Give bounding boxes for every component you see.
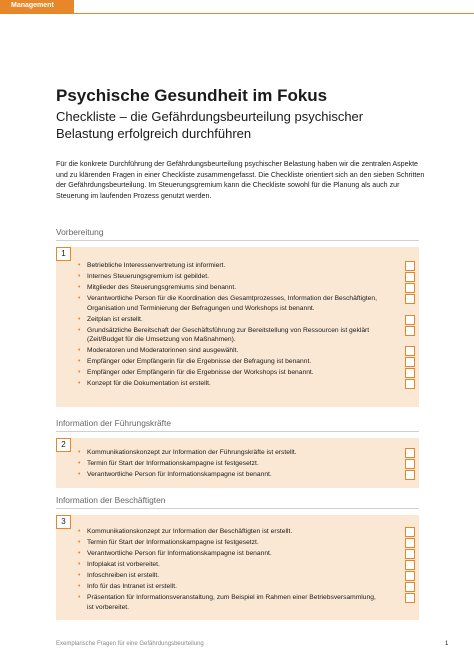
checklist-items — [78, 448, 378, 481]
checklist-item — [78, 582, 378, 592]
checkbox[interactable] — [405, 593, 415, 603]
bullet-icon: • — [78, 459, 81, 467]
checklist-item-text: Empfänger oder Empfängerin für die Ergebnisse der Workshops ist benannt. — [87, 369, 314, 377]
bullet-icon: • — [78, 358, 81, 366]
section-heading-fuehrungskraefte: Information der Führungskräfte — [56, 418, 171, 428]
checklist-item-text: Betriebliche Interessenvertretung ist informiert. — [87, 262, 226, 269]
checklist-item — [78, 448, 378, 458]
checklist-item — [78, 357, 378, 367]
bullet-icon: • — [78, 560, 81, 568]
checklist-item — [78, 261, 378, 271]
checkbox[interactable] — [405, 549, 415, 559]
step-number: 3 — [56, 515, 71, 529]
checklist-box-3 — [56, 515, 419, 620]
checklist-item-text: Info für das Intranet ist erstellt. — [87, 582, 177, 590]
checkbox[interactable] — [405, 294, 415, 304]
checklist-item — [78, 459, 378, 469]
checklist-item-text: Kommunikationskonzept zur Information der Führungskräfte ist erstellt. — [87, 449, 297, 456]
checklist-item-text: Verantwortliche Person für Informationskampagne ist benannt. — [87, 470, 272, 478]
checklist-box-2 — [56, 438, 419, 488]
intro-paragraph: Für die konkrete Durchführung der Gefährdungsbeurteilung psychischer Belastung haben wir die zentralen Aspekte und zu klärenden Fragen in einer Checkliste zusammengefasst. Die Checkliste orientiert sich an den sieben Schritten der Gefährdungsbeurteilung. Im Steuerungsgremium kann die Checkliste sowohl für die Planung als auch zur Steuerung im laufenden Prozess genutzt werden. — [56, 160, 425, 200]
checklist-item-text: Konzept für die Dokumentation ist erstellt. — [87, 380, 211, 388]
checklist-item-text: Kommunikationskonzept zur Information der Beschäftigten ist erstellt. — [87, 528, 293, 535]
checklist-item-text: Infoschreiben ist erstellt. — [87, 571, 160, 579]
section-divider — [56, 240, 419, 241]
checklist-item — [78, 538, 378, 548]
section-divider — [56, 431, 419, 432]
bullet-icon: • — [78, 294, 81, 302]
bullet-icon: • — [78, 528, 81, 535]
checkbox[interactable] — [405, 315, 415, 325]
checklist-item — [78, 272, 378, 282]
section-heading-vorbereitung: Vorbereitung — [56, 227, 104, 237]
checklist-item-text: Präsentation für Informationsveranstaltung, zum Beispiel im Rahmen einer Betriebsversammlung, ist vorbereitet. — [87, 593, 376, 611]
checklist-item — [78, 294, 378, 313]
checklist-item-text: Grundsätzliche Bereitschaft der Geschäftsführung zur Bereitstellung von Ressourcen ist geklärt (Zeit/Budget für die Umsetzung von Maßnahmen). — [87, 326, 370, 344]
checklist-item — [78, 346, 378, 356]
checkbox[interactable] — [405, 560, 415, 570]
checklist-item — [78, 527, 378, 537]
category-tab — [0, 0, 74, 14]
checkbox[interactable] — [405, 470, 415, 480]
checklist-item — [78, 326, 378, 345]
header-rule — [74, 13, 474, 14]
checkbox[interactable] — [405, 527, 415, 537]
page-number: 1 — [445, 641, 449, 647]
checklist-item — [78, 368, 378, 378]
checklist-item — [78, 593, 378, 612]
bullet-icon: • — [78, 470, 81, 478]
bullet-icon: • — [78, 369, 81, 377]
bullet-icon: • — [78, 549, 81, 557]
bullet-icon: • — [78, 272, 81, 280]
checklist-item — [78, 549, 378, 559]
checklist-item-text: Zeitplan ist erstellt. — [87, 315, 143, 323]
bullet-icon: • — [78, 449, 81, 456]
bullet-icon: • — [78, 262, 81, 269]
checklist-item-text: Internes Steuerungsgremium ist gebildet. — [87, 272, 209, 280]
bullet-icon: • — [78, 380, 81, 388]
bullet-icon: • — [78, 315, 81, 323]
checkbox[interactable] — [405, 326, 415, 336]
checklist-item-text: Moderatoren und Moderatorinnen sind ausgewählt. — [87, 347, 239, 355]
checklist-item-text: Infoplakat ist vorbereitet. — [87, 560, 160, 568]
checklist-item — [78, 283, 378, 293]
checklist-item — [78, 560, 378, 570]
bullet-icon: • — [78, 347, 81, 355]
checklist-item — [78, 571, 378, 581]
checklist-items — [78, 261, 378, 390]
checkbox[interactable] — [405, 448, 415, 458]
checklist-item-text: Verantwortliche Person für Informationskampagne ist benannt. — [87, 549, 272, 557]
checklist-item — [78, 315, 378, 325]
checkbox[interactable] — [405, 346, 415, 356]
checklist-box-1 — [56, 247, 419, 407]
page-subtitle: Checkliste – die Gefährdungsbeurteilung psychischer Belastung erfolgreich durchführen — [56, 109, 364, 141]
page-title: Psychische Gesundheit im Fokus — [56, 86, 328, 105]
step-number: 2 — [56, 438, 71, 452]
checklist-item-text: Empfänger oder Empfängerin für die Ergebnisse der Befragung ist benannt. — [87, 358, 312, 366]
section-heading-beschaeftigte: Information der Beschäftigten — [56, 495, 166, 505]
checkbox[interactable] — [405, 571, 415, 581]
checklist-item-text: Mitglieder des Steuerungsgremiums sind benannt. — [87, 283, 237, 291]
bullet-icon: • — [78, 326, 81, 334]
checklist-item-text: Termin für Start der Informationskampagne ist festgesetzt. — [87, 459, 259, 467]
checkbox[interactable] — [405, 272, 415, 282]
checkbox[interactable] — [405, 283, 415, 293]
section-divider — [56, 508, 419, 509]
bullet-icon: • — [78, 283, 81, 291]
checkbox[interactable] — [405, 357, 415, 367]
bullet-icon: • — [78, 538, 81, 546]
checklist-item — [78, 379, 378, 389]
checkbox[interactable] — [405, 459, 415, 469]
step-number: 1 — [56, 247, 71, 261]
checklist-items — [78, 527, 378, 613]
checklist-item — [78, 470, 378, 480]
checkbox[interactable] — [405, 261, 415, 271]
checkbox[interactable] — [405, 368, 415, 378]
checklist-item-text: Termin für Start der Informationskampagne ist festgesetzt. — [87, 538, 259, 546]
checklist-item-text: Verantwortliche Person für die Koordination des Gesamtprozesses, Information der Beschäftigten, Organisation und Terminierung der Befragungen und Workshops ist benannt. — [87, 294, 377, 312]
bullet-icon: • — [78, 593, 81, 601]
checkbox[interactable] — [405, 538, 415, 548]
bullet-icon: • — [78, 582, 81, 590]
checkbox[interactable] — [405, 582, 415, 592]
footer-text: Exemplarische Fragen für eine Gefährdungsbeurteilung — [56, 641, 204, 647]
category-tab-label: Management — [11, 2, 54, 9]
checkbox[interactable] — [405, 379, 415, 389]
bullet-icon: • — [78, 571, 81, 579]
